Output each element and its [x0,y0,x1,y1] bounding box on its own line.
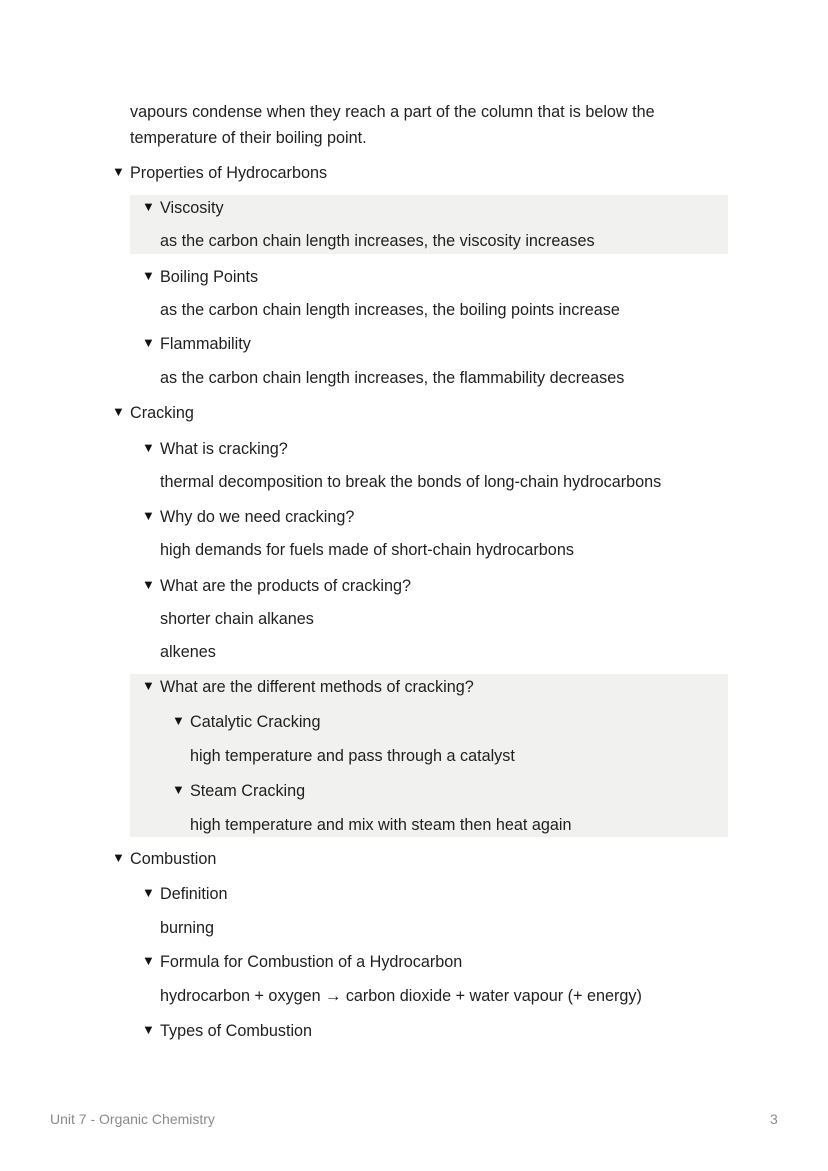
why-cracking-text: high demands for fuels made of short-chain hydrocarbons [160,541,574,559]
products-toggle-title[interactable]: What are the products of cracking? [160,577,412,595]
toggle-arrow-icon[interactable]: ▼ [142,577,155,592]
toggle-arrow-icon[interactable]: ▼ [142,199,155,214]
toggle-arrow-icon[interactable]: ▼ [172,782,185,797]
product-item: alkenes [160,643,216,661]
toggle-arrow-icon[interactable]: ▼ [112,164,125,179]
formula-toggle-title[interactable]: Formula for Combustion of a Hydrocarbon [160,953,463,971]
product-item: shorter chain alkanes [160,610,314,628]
why-cracking-toggle-title[interactable]: Why do we need cracking? [160,508,355,526]
definition-text: burning [160,919,215,937]
boiling-points-text: as the carbon chain length increases, the boiling points increase [160,301,620,319]
steam-cracking-text: high temperature and mix with steam then heat again [190,816,572,834]
toggle-arrow-icon[interactable]: ▼ [142,335,155,350]
footer-page-number: 3 [770,1111,778,1127]
footer-document-title: Unit 7 - Organic Chemistry [50,1111,215,1127]
catalytic-cracking-toggle-title[interactable]: Catalytic Cracking [190,713,321,731]
toggle-arrow-icon[interactable]: ▼ [142,1022,155,1037]
properties-toggle-title[interactable]: Properties of Hydrocarbons [130,164,328,182]
toggle-arrow-icon[interactable]: ▼ [142,508,155,523]
what-is-cracking-text: thermal decomposition to break the bonds of long-chain hydrocarbons [160,473,662,491]
boiling-points-toggle-title[interactable]: Boiling Points [160,268,259,286]
what-is-cracking-toggle-title[interactable]: What is cracking? [160,440,288,458]
toggle-arrow-icon[interactable]: ▼ [112,404,125,419]
steam-cracking-toggle-title[interactable]: Steam Cracking [190,782,306,800]
intro-line-1: vapours condense when they reach a part of the column that is below the [130,103,655,121]
methods-toggle-title[interactable]: What are the different methods of cracking? [160,678,474,696]
viscosity-text: as the carbon chain length increases, the viscosity increases [160,232,595,250]
toggle-arrow-icon[interactable]: ▼ [172,713,185,728]
toggle-arrow-icon[interactable]: ▼ [112,850,125,865]
combustion-toggle-title[interactable]: Combustion [130,850,217,868]
toggle-arrow-icon[interactable]: ▼ [142,268,155,283]
catalytic-cracking-text: high temperature and pass through a catalyst [190,747,515,765]
toggle-arrow-icon[interactable]: ▼ [142,953,155,968]
intro-line-2: temperature of their boiling point. [130,129,367,147]
types-toggle-title[interactable]: Types of Combustion [160,1022,313,1040]
flammability-text: as the carbon chain length increases, the flammability decreases [160,369,625,387]
definition-toggle-title[interactable]: Definition [160,885,228,903]
viscosity-toggle-title[interactable]: Viscosity [160,199,224,217]
flammability-toggle-title[interactable]: Flammability [160,335,251,353]
toggle-arrow-icon[interactable]: ▼ [142,440,155,455]
cracking-toggle-title[interactable]: Cracking [130,404,194,422]
toggle-arrow-icon[interactable]: ▼ [142,885,155,900]
formula-text: hydrocarbon + oxygen → carbon dioxide + water vapour (+ energy) [160,987,642,1005]
toggle-arrow-icon[interactable]: ▼ [142,678,155,693]
